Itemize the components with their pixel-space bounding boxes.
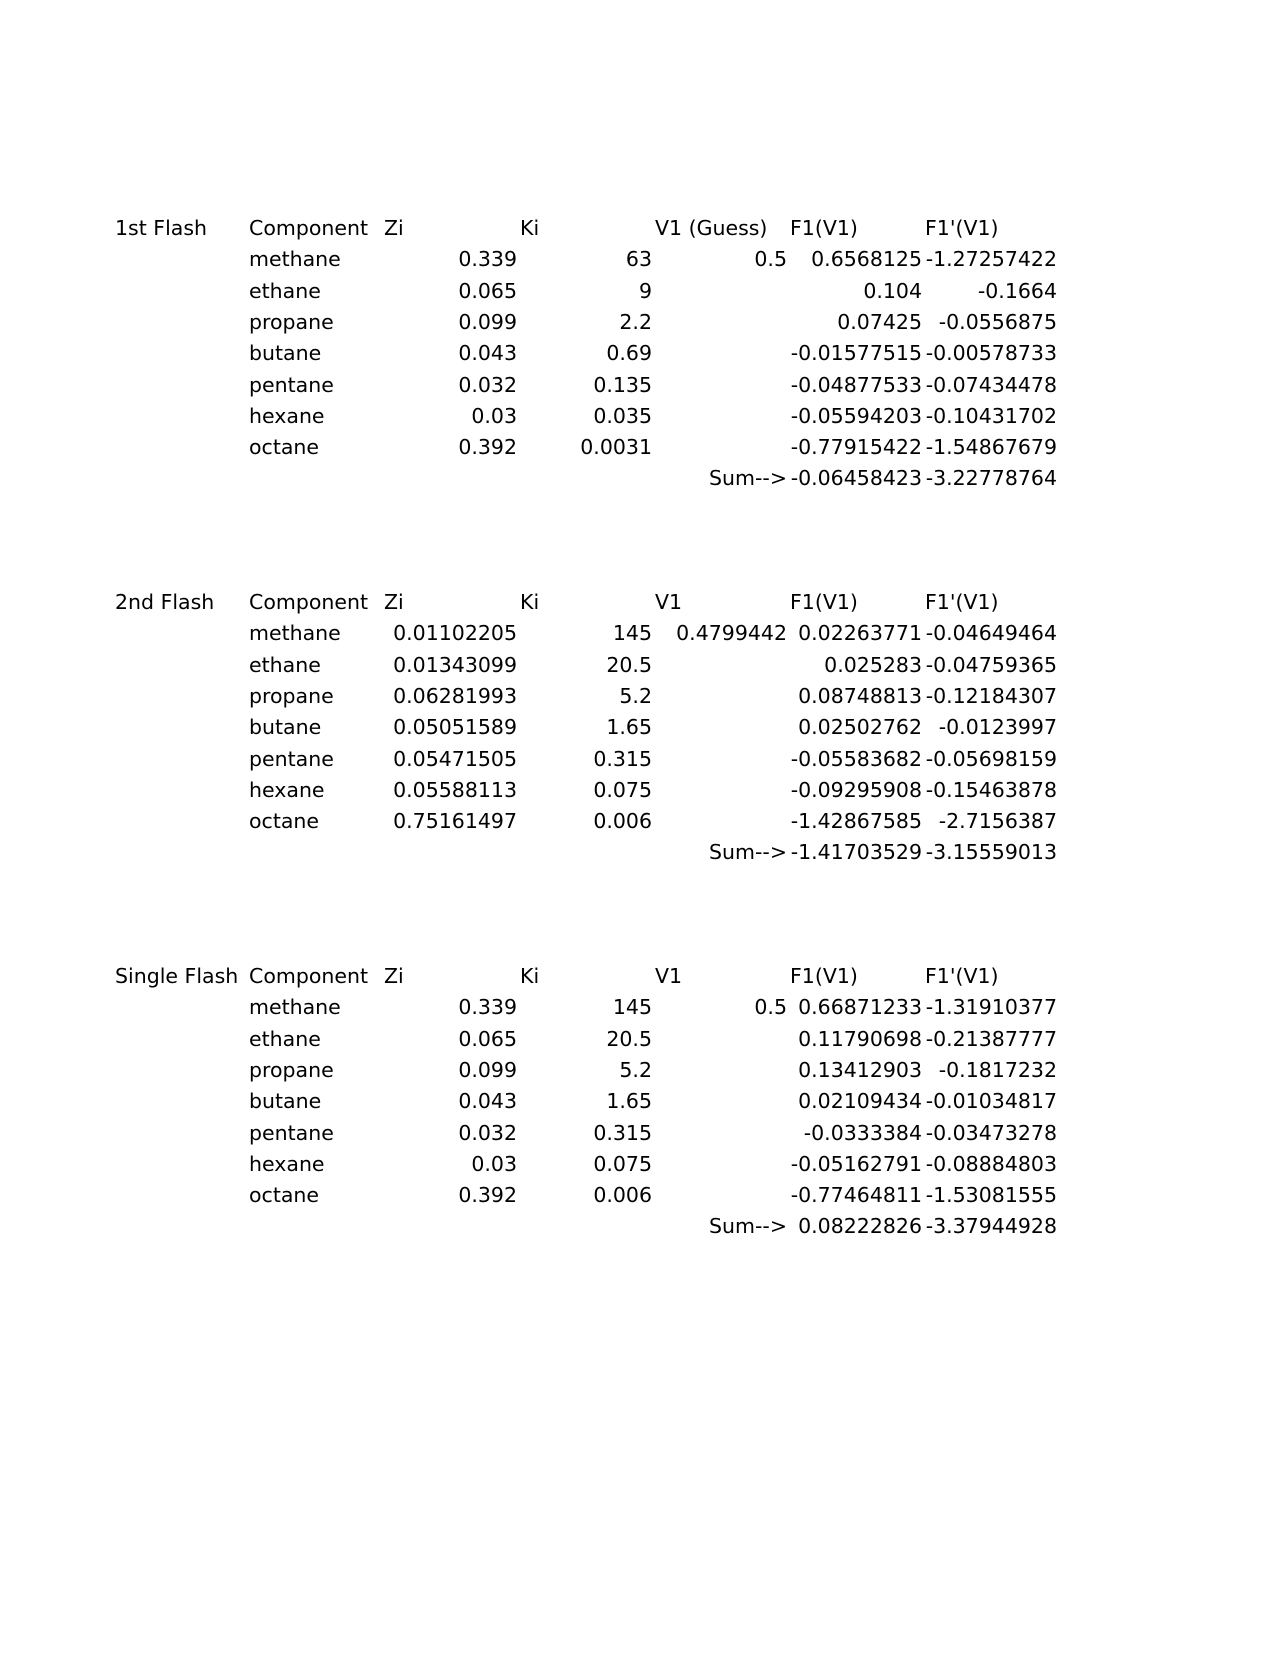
header-row xyxy=(0,961,1280,992)
sum-f1-prime: -3.22778764 xyxy=(925,466,1057,491)
header-row xyxy=(0,587,1280,618)
component-name: methane xyxy=(249,247,341,272)
zi-value: 0.03 xyxy=(471,403,517,428)
component-name: methane xyxy=(249,621,341,646)
f1-prime-value: -0.01034817 xyxy=(925,1089,1057,1114)
zi-value: 0.032 xyxy=(458,372,517,397)
v1-value: 0.5 xyxy=(754,247,787,272)
sum-label: Sum--> xyxy=(709,1214,787,1239)
table-row xyxy=(0,806,1280,837)
component-name: propane xyxy=(249,1057,334,1082)
table-row xyxy=(0,618,1280,649)
sum-f1-prime: -3.37944928 xyxy=(925,1214,1057,1239)
header-ki: Ki xyxy=(520,216,540,240)
ki-value: 0.006 xyxy=(593,1183,652,1208)
component-name: propane xyxy=(249,683,334,708)
header-zi: Zi xyxy=(384,964,404,988)
f1-prime-value: -1.53081555 xyxy=(925,1183,1057,1208)
component-name: ethane xyxy=(249,652,321,677)
component-name: octane xyxy=(249,809,320,834)
sum-f1: -0.06458423 xyxy=(790,466,922,491)
ki-value: 63 xyxy=(625,247,652,272)
zi-value: 0.75161497 xyxy=(393,809,517,834)
component-name: pentane xyxy=(249,1120,334,1145)
component-name: octane xyxy=(249,1183,320,1208)
component-name: propane xyxy=(249,309,334,334)
header-zi: Zi xyxy=(384,216,404,240)
table-row xyxy=(0,1055,1280,1086)
ki-value: 1.65 xyxy=(606,715,652,740)
table-row xyxy=(0,401,1280,432)
component-name: ethane xyxy=(249,278,321,303)
zi-value: 0.032 xyxy=(458,1120,517,1145)
table-row xyxy=(0,1086,1280,1117)
ki-value: 0.315 xyxy=(593,746,652,771)
f1-prime-value: -0.00578733 xyxy=(925,341,1057,366)
f1-value: -0.04877533 xyxy=(790,372,922,397)
header-component: Component xyxy=(249,590,369,614)
ki-value: 145 xyxy=(612,995,652,1020)
f1-value: -0.05594203 xyxy=(790,403,922,428)
table-row xyxy=(0,276,1280,307)
f1-value: -0.77915422 xyxy=(790,435,922,460)
f1-value: -1.42867585 xyxy=(790,809,922,834)
section-label: 2nd Flash xyxy=(115,590,215,614)
sum-label: Sum--> xyxy=(709,466,787,491)
header-ki: Ki xyxy=(520,590,540,614)
sum-f1: 0.08222826 xyxy=(798,1214,922,1239)
ki-value: 0.035 xyxy=(593,403,652,428)
zi-value: 0.099 xyxy=(458,309,517,334)
table-row xyxy=(0,744,1280,775)
v1-value: 0.5 xyxy=(754,995,787,1020)
sum-row xyxy=(0,463,1280,494)
zi-value: 0.05051589 xyxy=(393,715,517,740)
header-f1-prime: F1'(V1) xyxy=(925,590,999,614)
f1-prime-value: -0.15463878 xyxy=(925,777,1057,802)
ki-value: 0.315 xyxy=(593,1120,652,1145)
f1-value: 0.13412903 xyxy=(798,1057,922,1082)
header-f1: F1(V1) xyxy=(790,590,858,614)
ki-value: 0.006 xyxy=(593,809,652,834)
f1-value: 0.025283 xyxy=(824,652,922,677)
f1-value: -0.0333384 xyxy=(803,1120,922,1145)
header-row xyxy=(0,213,1280,244)
table-row xyxy=(0,1024,1280,1055)
f1-value: -0.05162791 xyxy=(790,1151,922,1176)
ki-value: 0.135 xyxy=(593,372,652,397)
f1-value: -0.77464811 xyxy=(790,1183,922,1208)
f1-prime-value: -0.21387777 xyxy=(925,1026,1057,1051)
header-f1: F1(V1) xyxy=(790,216,858,240)
section-label: 1st Flash xyxy=(115,216,207,240)
header-component: Component xyxy=(249,964,369,988)
ki-value: 20.5 xyxy=(606,652,652,677)
zi-value: 0.339 xyxy=(458,995,517,1020)
header-f1: F1(V1) xyxy=(790,964,858,988)
f1-value: -0.01577515 xyxy=(790,341,922,366)
f1-prime-value: -1.27257422 xyxy=(925,247,1057,272)
f1-prime-value: -0.0123997 xyxy=(938,715,1057,740)
zi-value: 0.05588113 xyxy=(393,777,517,802)
component-name: butane xyxy=(249,341,322,366)
f1-prime-value: -0.12184307 xyxy=(925,683,1057,708)
f1-prime-value: -0.04649464 xyxy=(925,621,1057,646)
table-row xyxy=(0,775,1280,806)
header-v1: V1 xyxy=(655,590,683,614)
f1-prime-value: -0.05698159 xyxy=(925,746,1057,771)
v1-value: 0.4799442 xyxy=(676,621,787,646)
zi-value: 0.043 xyxy=(458,341,517,366)
zi-value: 0.01102205 xyxy=(393,621,517,646)
f1-value: 0.02263771 xyxy=(798,621,922,646)
table-row xyxy=(0,650,1280,681)
f1-value: 0.08748813 xyxy=(798,683,922,708)
component-name: octane xyxy=(249,435,320,460)
ki-value: 2.2 xyxy=(619,309,652,334)
component-name: hexane xyxy=(249,777,325,802)
table-row xyxy=(0,244,1280,275)
f1-prime-value: -0.1817232 xyxy=(938,1057,1057,1082)
header-ki: Ki xyxy=(520,964,540,988)
zi-value: 0.065 xyxy=(458,1026,517,1051)
f1-prime-value: -0.0556875 xyxy=(938,309,1057,334)
f1-prime-value: -0.1664 xyxy=(977,278,1057,303)
ki-value: 20.5 xyxy=(606,1026,652,1051)
zi-value: 0.05471505 xyxy=(393,746,517,771)
zi-value: 0.043 xyxy=(458,1089,517,1114)
sum-row xyxy=(0,837,1280,868)
component-name: butane xyxy=(249,715,322,740)
table-row xyxy=(0,432,1280,463)
f1-prime-value: -0.04759365 xyxy=(925,652,1057,677)
ki-value: 0.075 xyxy=(593,777,652,802)
f1-prime-value: -2.7156387 xyxy=(938,809,1057,834)
table-row xyxy=(0,1149,1280,1180)
table-row xyxy=(0,992,1280,1023)
f1-value: 0.66871233 xyxy=(798,995,922,1020)
ki-value: 5.2 xyxy=(619,1057,652,1082)
header-zi: Zi xyxy=(384,590,404,614)
ki-value: 5.2 xyxy=(619,683,652,708)
component-name: butane xyxy=(249,1089,322,1114)
f1-value: 0.6568125 xyxy=(811,247,922,272)
header-component: Component xyxy=(249,216,369,240)
table-row xyxy=(0,712,1280,743)
table-row xyxy=(0,1118,1280,1149)
component-name: hexane xyxy=(249,1151,325,1176)
f1-prime-value: -1.31910377 xyxy=(925,995,1057,1020)
component-name: hexane xyxy=(249,403,325,428)
f1-value: -0.09295908 xyxy=(790,777,922,802)
f1-prime-value: -1.54867679 xyxy=(925,435,1057,460)
header-f1-prime: F1'(V1) xyxy=(925,216,999,240)
f1-value: 0.104 xyxy=(863,278,922,303)
ki-value: 0.075 xyxy=(593,1151,652,1176)
component-name: methane xyxy=(249,995,341,1020)
zi-value: 0.392 xyxy=(458,435,517,460)
table-row xyxy=(0,370,1280,401)
header-v1: V1 (Guess) xyxy=(655,216,768,240)
ki-value: 0.0031 xyxy=(580,435,652,460)
component-name: ethane xyxy=(249,1026,321,1051)
sum-row xyxy=(0,1211,1280,1242)
f1-prime-value: -0.08884803 xyxy=(925,1151,1057,1176)
ki-value: 145 xyxy=(612,621,652,646)
table-row xyxy=(0,338,1280,369)
zi-value: 0.339 xyxy=(458,247,517,272)
table-row xyxy=(0,307,1280,338)
table-row xyxy=(0,681,1280,712)
f1-value: 0.02502762 xyxy=(798,715,922,740)
component-name: pentane xyxy=(249,372,334,397)
zi-value: 0.392 xyxy=(458,1183,517,1208)
zi-value: 0.065 xyxy=(458,278,517,303)
header-f1-prime: F1'(V1) xyxy=(925,964,999,988)
zi-value: 0.01343099 xyxy=(393,652,517,677)
ki-value: 9 xyxy=(638,278,652,303)
table-row xyxy=(0,1180,1280,1211)
f1-value: 0.11790698 xyxy=(798,1026,922,1051)
ki-value: 1.65 xyxy=(606,1089,652,1114)
header-v1: V1 xyxy=(655,964,683,988)
sum-f1: -1.41703529 xyxy=(790,840,922,865)
component-name: pentane xyxy=(249,746,334,771)
zi-value: 0.099 xyxy=(458,1057,517,1082)
f1-value: 0.07425 xyxy=(837,309,922,334)
sum-label: Sum--> xyxy=(709,840,787,865)
section-label: Single Flash xyxy=(115,964,239,988)
zi-value: 0.06281993 xyxy=(393,683,517,708)
f1-prime-value: -0.03473278 xyxy=(925,1120,1057,1145)
f1-prime-value: -0.07434478 xyxy=(925,372,1057,397)
f1-value: -0.05583682 xyxy=(790,746,922,771)
ki-value: 0.69 xyxy=(606,341,652,366)
zi-value: 0.03 xyxy=(471,1151,517,1176)
f1-prime-value: -0.10431702 xyxy=(925,403,1057,428)
sum-f1-prime: -3.15559013 xyxy=(925,840,1057,865)
f1-value: 0.02109434 xyxy=(798,1089,922,1114)
